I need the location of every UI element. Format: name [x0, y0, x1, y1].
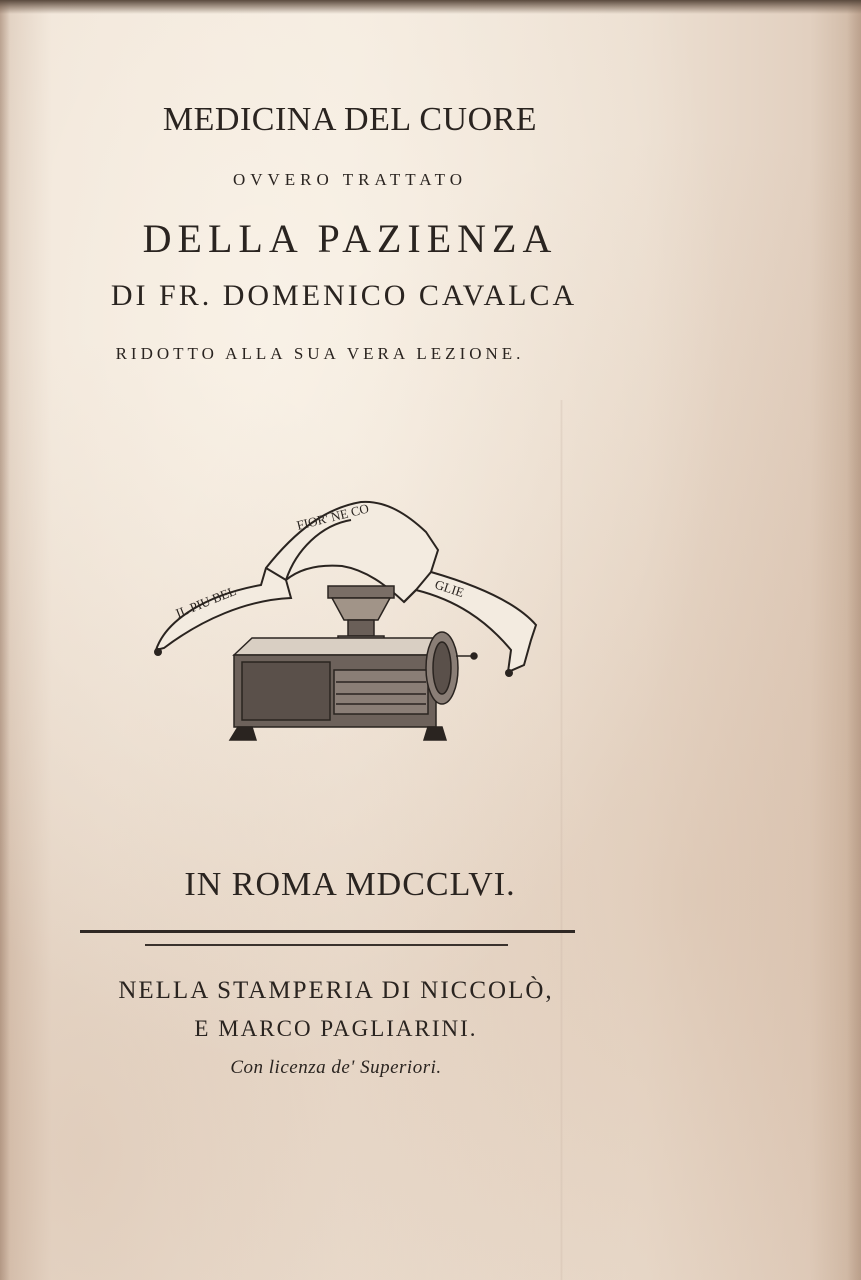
- motto-word-1: IL PIU BEL: [173, 582, 239, 621]
- motto-word-3: GLIE: [433, 576, 466, 601]
- motto-word-2: FIOR' NE CO: [295, 500, 371, 533]
- imprint-printer-line-2: E MARCO PAGLIARINI.: [194, 1016, 478, 1041]
- press-table: [230, 638, 446, 740]
- imprint-printer-line-1: NELLA STAMPERIA DI NICCOLÒ,: [118, 977, 554, 1004]
- double-rule-top: [80, 930, 575, 933]
- title-ovvero: OVVERO TRATTATO: [232, 170, 468, 189]
- page-right-edge: [847, 0, 861, 1280]
- ribbon-end-right: [505, 669, 513, 677]
- press-wheel: [426, 632, 477, 704]
- printing-press-emblem: [146, 490, 546, 750]
- title-main: MEDICINA DEL CUORE: [162, 101, 538, 138]
- page-top-shadow: [0, 0, 861, 14]
- page-left-edge: [0, 0, 10, 1280]
- imprint-place-date: IN ROMA MDCCLVI.: [184, 866, 516, 903]
- title-edition-note: RIDOTTO ALLA SUA VERA LEZIONE.: [115, 344, 525, 363]
- title-subject: DELLA PAZIENZA: [142, 216, 558, 261]
- press-hopper: [328, 586, 394, 644]
- title-author: DI FR. DOMENICO CAVALCA: [110, 279, 578, 312]
- paper-crease: [560, 400, 563, 1280]
- ribbon-end-left: [154, 648, 162, 656]
- imprint-license: Con licenza de' Superiori.: [230, 1057, 442, 1078]
- double-rule-bottom: [145, 944, 508, 946]
